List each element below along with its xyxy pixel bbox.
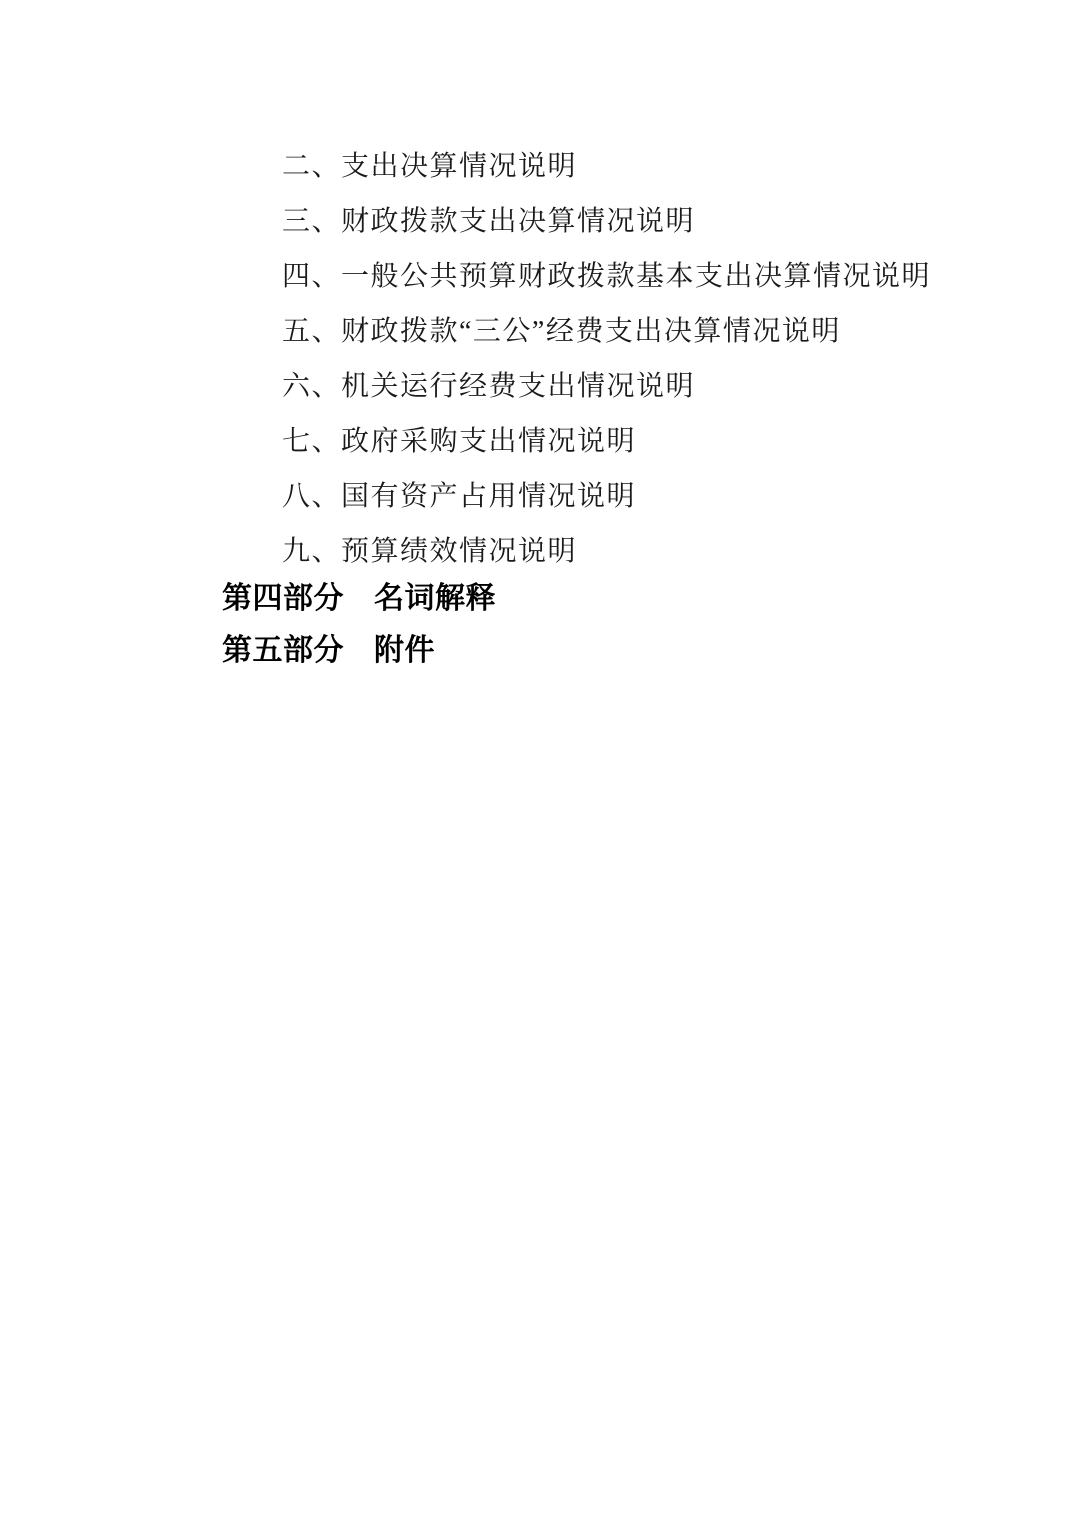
toc-item: 六、机关运行经费支出情况说明	[282, 371, 696, 402]
toc-item: 二、支出决算情况说明	[282, 151, 578, 182]
toc-item: 四、一般公共预算财政拨款基本支出决算情况说明	[282, 261, 932, 292]
table-of-contents	[0, 150, 1074, 684]
section-heading-part4	[0, 580, 1074, 632]
section-number: 第四部分	[222, 582, 344, 615]
toc-item: 五、财政拨款“三公”经费支出决算情况说明	[282, 316, 841, 347]
section-heading-part5	[0, 632, 1074, 684]
section-title: 附件	[374, 634, 435, 667]
toc-item: 九、预算绩效情况说明	[282, 536, 578, 567]
section-title: 名词解释	[374, 582, 496, 615]
toc-item: 三、财政拨款支出决算情况说明	[282, 206, 696, 237]
section-number: 第五部分	[222, 634, 344, 667]
toc-item: 七、政府采购支出情况说明	[282, 426, 637, 457]
toc-item: 八、国有资产占用情况说明	[282, 481, 637, 512]
section-headings	[0, 580, 1074, 684]
